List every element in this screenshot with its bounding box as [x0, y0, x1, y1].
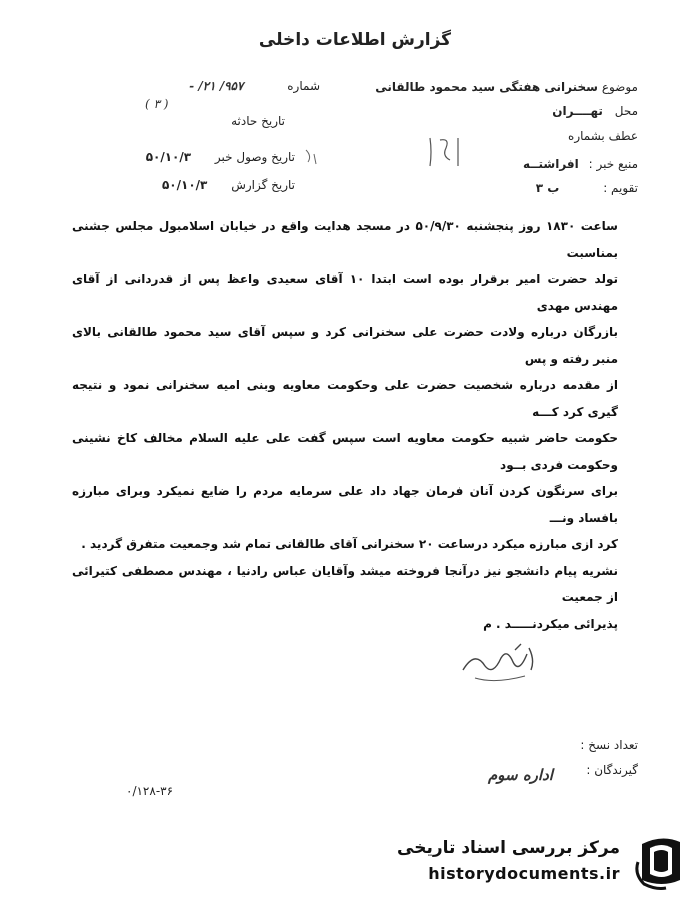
subject-value: سخنرانی هفتگی سید محمود طالقانی	[375, 80, 598, 94]
body-line: برای سرنگون کردن آنان فرمان جهاد داد علی سرمایه مردم را ضایع نمیکرد وبرای مبارزه بافساد ونـــ	[72, 484, 618, 525]
body-line: کرد ازی مبارزه میکرد درساعت ۲۰ سخنرانی آقای طالقانی تمام شد وجمعیت متفرق گردید .	[81, 537, 618, 551]
recipients-value: اداره سوم	[488, 766, 553, 784]
copies-row	[580, 738, 638, 752]
place-value: تهــــران	[552, 104, 603, 118]
file-code: ۰/۱۲۸-۳۶	[126, 784, 174, 798]
evaluation-value: ب ۳	[535, 181, 560, 195]
signature-icon	[455, 640, 545, 690]
report-date-value: ۵۰/۱۰/۳	[161, 178, 208, 192]
number-value: ۹۵۷/ ۲۱/ -	[189, 79, 244, 93]
report-body	[72, 213, 618, 637]
receipt-date-row	[115, 150, 295, 164]
source-row	[523, 157, 638, 171]
subject-label: موضوع	[601, 80, 638, 94]
body-line: ساعت ۱۸۳۰ روز پنجشنبه ۵۰/۹/۳۰ در مسجد هدایت واقع در خیابان اسلامبول مجلس جشنی بمناسبت	[72, 219, 618, 260]
copies-label: تعداد نسخ :	[580, 738, 638, 752]
evaluation-row	[536, 181, 638, 195]
handwritten-mark-small	[302, 146, 322, 170]
subject-row	[375, 80, 638, 94]
place-row	[552, 104, 638, 118]
receipt-date-value: ۵۰/۱۰/۳	[145, 150, 192, 164]
watermark-logo	[397, 832, 696, 892]
archive-emblem-icon	[632, 834, 690, 890]
body-line: نشریه پیام دانشجو نیز درآنجا فروخته میشد وآقایان عباس رادنیا ، مهندس مصطفی کتیرائی از جمعیت	[72, 563, 618, 604]
recipients-label: گیرندگان :	[586, 763, 638, 777]
watermark-name: مرکز بررسی اسناد تاریخی	[397, 838, 620, 858]
number-sub: ( ۳ )	[145, 97, 169, 111]
body-line: تولد حضرت امیر برقرار بوده است ابتدا ۱۰ آقای سعیدی واعظ پس از قدردانی از آقای مهندس مهدی	[72, 272, 618, 313]
body-line: حکومت حاضر شبیه حکومت معاویه است سپس گفت علی علیه السلام مخالف کاخ نشینی وحکومت فردی بــود	[72, 431, 618, 472]
reference-label: عطف بشماره	[568, 129, 638, 143]
reference-row	[568, 129, 638, 143]
number-row	[120, 79, 320, 93]
report-date-row	[115, 178, 295, 192]
document-title: گزارش اطلاعات داخلی	[258, 30, 452, 50]
evaluation-label: تقویم :	[603, 181, 638, 195]
body-line: از مقدمه درباره شخصیت حضرت علی وحکومت معاویه وبنی امیه سخنرانی نمود و نتیجه گیری کرد کـــه	[72, 378, 618, 419]
number-label: شماره	[287, 79, 320, 93]
body-line: پذیرائی میکردنـــــد . م	[483, 616, 618, 631]
watermark-site: historydocuments.ir	[428, 864, 620, 883]
recipients-row	[586, 763, 638, 777]
event-date-row	[145, 114, 285, 128]
handwritten-mark-header	[420, 132, 470, 172]
source-value: افراشتــه	[523, 157, 579, 171]
event-date-label: تاریخ حادثه	[231, 114, 285, 128]
place-label: محل	[614, 104, 638, 118]
body-line: بازرگان درباره ولادت حضرت علی سخنرانی کرد و سپس آقای سید محمود طالقانی بالای منبر رفته و پس	[72, 325, 618, 366]
receipt-date-label: تاریخ وصول خبر	[214, 150, 295, 164]
source-label: منبع خبر :	[588, 157, 638, 171]
report-date-label: تاریخ گزارش	[231, 178, 295, 192]
